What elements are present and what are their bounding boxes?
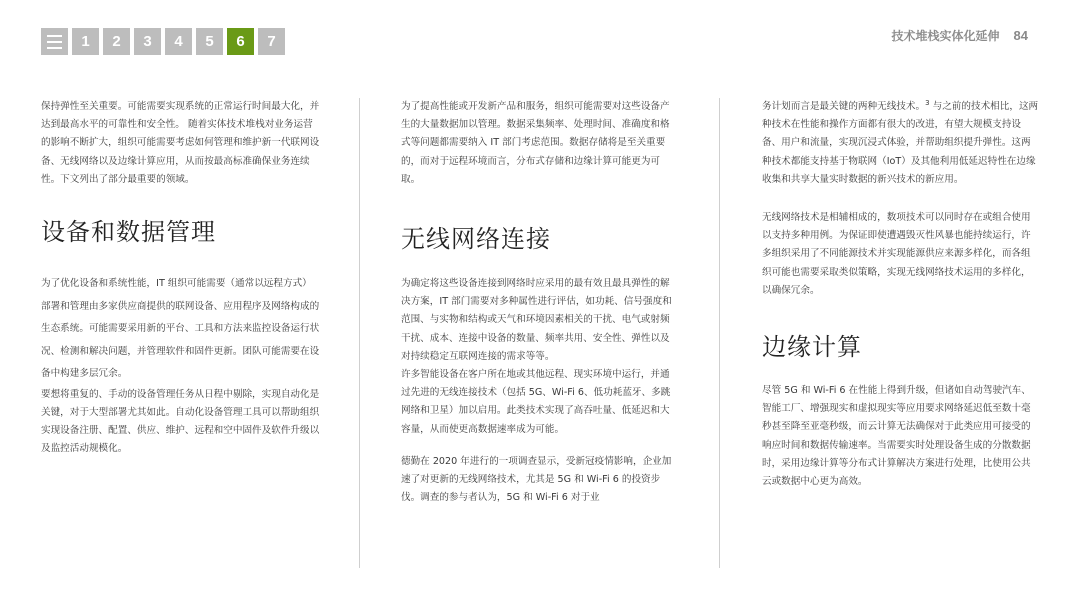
tab-chapter-6[interactable]: 6 bbox=[227, 28, 254, 55]
column-1 bbox=[41, 98, 321, 458]
paragraph-text: 务计划而言是最关键的两种无线技术。 bbox=[762, 101, 926, 112]
column-3 bbox=[762, 98, 1040, 491]
column-divider bbox=[719, 98, 720, 568]
tab-chapter-4[interactable]: 4 bbox=[165, 28, 192, 55]
paragraph: 为确定将这些设备连接到网络时应采用的最有效且最具弹性的解决方案，IT 部门需要对多种属性进行评估，如功耗、信号强度和范围、与实物和结构或天气和环境因素相关的干扰、电气或射频干扰、成本、连接中设备的数量、频率共用、安全性、弹性以及对持续稳定互联网连接的需求等等。 bbox=[401, 278, 672, 362]
tab-chapter-1[interactable]: 1 bbox=[72, 28, 99, 55]
section-heading-device-data: 设备和数据管理 bbox=[41, 218, 216, 247]
section-heading-wireless: 无线网络连接 bbox=[401, 225, 551, 254]
paragraph: 为了优化设备和系统性能，IT 组织可能需要（通常以远程方式）部署和管理由多家供应商提供的联网设备、应用程序及网络构成的生态系统。可能需要采用新的平台、工具和方法来监控设备运行状况、检测和解决问题，并管理软件和固件更新。团队可能需要在设备中构建多层冗余。 bbox=[41, 278, 320, 380]
footnote-ref[interactable]: 3 bbox=[925, 98, 930, 107]
column-divider bbox=[359, 98, 360, 568]
paragraph: 许多智能设备在客户所在地或其他远程、现实环境中运行，并通过先进的无线连接技术（包括 5G、Wi-Fi 6、低功耗蓝牙、多跳网络和卫星）加以启用。此类技术实现了高吞吐量、低延迟和大容量，从而使更高数据速率成为可能。 bbox=[401, 369, 671, 435]
page-number: 84 bbox=[1013, 28, 1028, 43]
chapter-nav bbox=[41, 28, 285, 55]
tab-chapter-7[interactable]: 7 bbox=[258, 28, 285, 55]
section-title: 技术堆栈实体化延伸 bbox=[891, 29, 1000, 43]
tab-chapter-2[interactable]: 2 bbox=[103, 28, 130, 55]
paragraph: 为了提高性能或开发新产品和服务，组织可能需要对这些设备产生的大量数据加以管理。数据采集频率、处理时间、准确度和格式等问题都需要纳入 IT 部门考虑范围。数据存储将是至关重要的，而对于远程环境而言，分布式存储和边缘计算可能更为可取。 bbox=[401, 101, 670, 185]
paragraph: 尽管 5G 和 Wi-Fi 6 在性能上得到升级，但诸如自动驾驶汽车、智能工厂、增强现实和虚拟现实等应用要求网络延迟低至数十毫秒甚至降至亚毫秒级，而云计算无法确保对于此类应用可接受的响应时间和数据传输速率。当需要实时处理设备生成的分散数据时，采用边缘计算等分布式计算解决方案进行处理，比使用公共云或数据中心更为高效。 bbox=[762, 385, 1031, 488]
paragraph: 要想将重复的、手动的设备管理任务从日程中剔除，实现自动化是关键，对于大型部署尤其如此。自动化设备管理工具可以帮助组织实现设备注册、配置、供应、维护、远程和空中固件及软件升级以及监控活动规模化。 bbox=[41, 388, 320, 455]
paragraph-text: 与之前的技术相比，这两种技术在性能和操作方面都有很大的改进，有望大规模支持设备、用户和流量，实现沉浸式体验，并帮助组织提升弹性。这两种技术都能支持基于物联网（IoT）及其他利用低延迟特性在边缘收集和共享大量实时数据的新兴技术的新应用。 bbox=[762, 101, 1039, 185]
tab-chapter-5[interactable]: 5 bbox=[196, 28, 223, 55]
column-2 bbox=[401, 98, 679, 507]
menu-icon[interactable] bbox=[41, 28, 68, 55]
tab-chapter-3[interactable]: 3 bbox=[134, 28, 161, 55]
paragraph: 保持弹性至关重要。可能需要实现系统的正常运行时间最大化，并达到最高水平的可靠性和安全性。 随着实体技术堆栈对业务运营的影响不断扩大，组织可能需要考虑如何管理和维护新一代联网设备、无线网络以及边缘计算应用，从而按最高标准确保业务连续性。下文列出了部分最重要的领域。 bbox=[41, 101, 320, 185]
paragraph: 无线网络技术是相辅相成的，数项技术可以同时存在或组合使用以支持多种用例。为保证即使遭遇毁灭性风暴也能持续运行，许多组织采用了不同能源技术并实现能源供应来源多样化，而各组织可能也需要采取类似策略，实现无线网络技术运用的多样化，以确保冗余。 bbox=[762, 212, 1031, 296]
paragraph: 德勤在 2020 年进行的一项调查显示，受新冠疫情影响，企业加速了对更新的无线网络技术，尤其是 5G 和 Wi-Fi 6 的投资步伐。调查的参与者认为，5G 和 Wi-Fi 6 对于业 bbox=[401, 455, 672, 504]
paragraph bbox=[762, 98, 1040, 189]
section-heading-edge: 边缘计算 bbox=[762, 333, 862, 362]
page-header bbox=[892, 27, 1028, 44]
